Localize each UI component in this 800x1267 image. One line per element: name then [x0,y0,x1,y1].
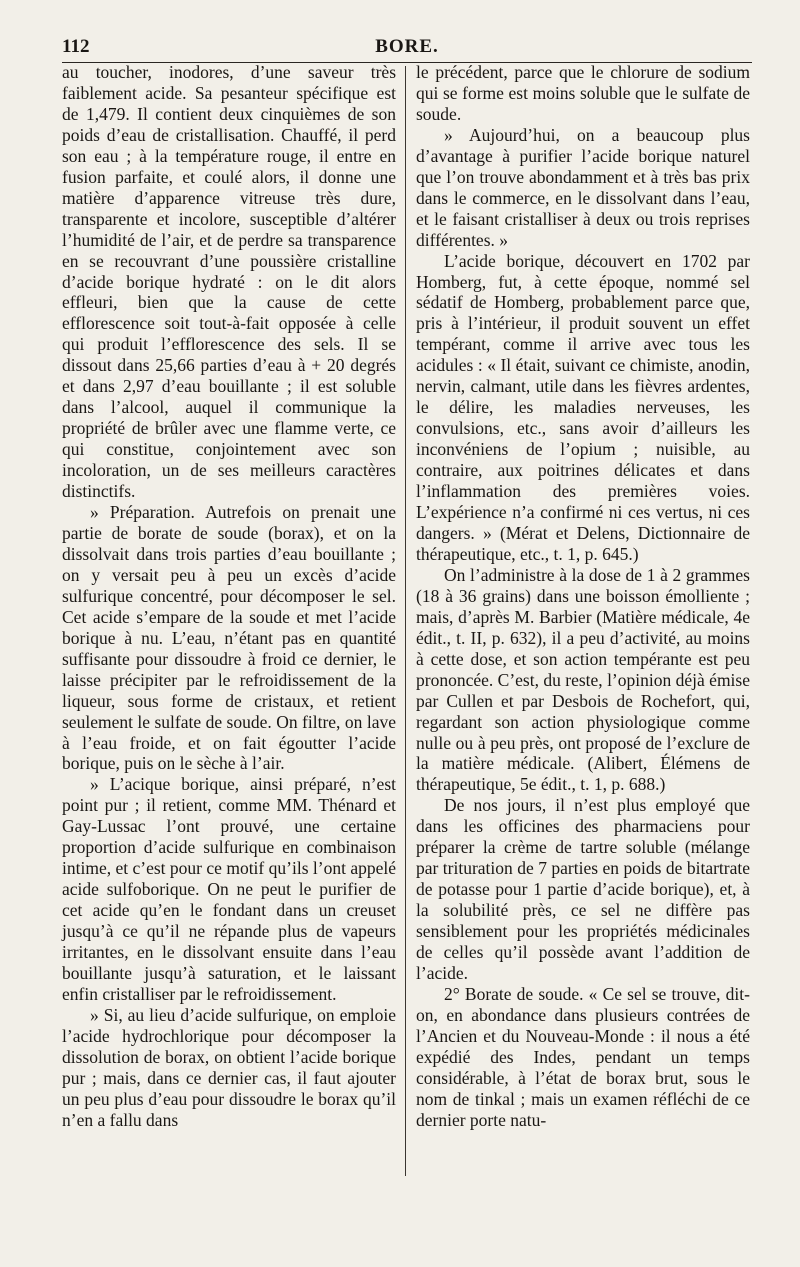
paragraph: De nos jours, il n’est plus employé que dans les officines des pharmaciens pour préparer la crème de tartre soluble (mélange par trituration de 7 parties en poids de bitartrate de potasse pour 1 partie d’acide borique), et, à la solubilité près, ce sel ne diffère pas sensiblement pour les propriétés médicinales de celles qu’il possède avant l’addition de l’acide. [416,795,750,983]
right-column [416,62,750,1131]
paragraph: » L’acique borique, ainsi préparé, n’est point pur ; il retient, comme MM. Thénard et Gay-Lussac l’ont prouvé, une certaine proportion d’acide sulfurique en combinaison intime, et c’est pour ce motif qu’ils l’ont appelé acide sulfoborique. On ne peut le purifier de cet acide qu’en le fondant dans un creuset jusqu’à ce qu’il ne répande plus de vapeurs irritantes, en le dissolvant ensuite dans l’eau bouillante jusqu’à saturation, et le laissant enfin cristalliser par le refroidissement. [62,774,396,1004]
paragraph: » Préparation. Autrefois on prenait une partie de borate de soude (borax), et on la dissolvait dans trois parties d’eau bouillante ; on y versait peu à peu un excès d’acide sulfurique concentré, pour décomposer le sel. Cet acide s’empare de la soude et met l’acide borique à nu. L’eau, n’étant pas en quantité suffisante pour dissoudre à froid ce dernier, le laisse précipiter par le refroidissement de la liqueur, sous forme de cristaux, et retient seulement le sulfate de soude. On filtre, on lave à l’eau froide, et on fait égoutter l’acide borique, puis on le sèche à l’air. [62,502,396,774]
paragraph: On l’administre à la dose de 1 à 2 grammes (18 à 36 grains) dans une boisson émolliente ; mais, d’après M. Barbier (Matière médicale, 4e édit., t. II, p. 632), il a peu d’activité, au moins à cette dose, et son action tempérante est peu prononcée. C’est, du reste, l’opinion déjà émise par Cullen et par Desbois de Rochefort, qui, regardant son action physiologique comme nulle ou à peu près, ont proposé de l’exclure de la matière médicale. (Alibert, Élémens de thérapeutique, 5e édit., t. 1, p. 688.) [416,564,750,795]
paragraph: au toucher, inodores, d’une saveur très faiblement acide. Sa pesanteur spécifique est de 1,479. Il contient deux cinquièmes de son poids d’eau de cristallisation. Chauffé, il perd son eau ; à la température rouge, il entre en fusion parfaite, et coulé alors, il donne une matière d’apparence vitreuse très dure, transparente et incolore, susceptible d’altérer l’humidité de l’air, et de perdre sa transparence en se recouvrant d’une poussière cristalline d’acide borique hydraté : on le dit alors effleuri, bien que la cause de cette efflorescence soit tout-à-fait opposée à celle qui produit l’efflorescence des sels. Il se dissout dans 25,66 parties d’eau à + 20 degrés et dans 2,97 d’eau bouillante ; il est soluble dans l’alcool, auquel il communique la propriété de brûler avec une flamme verte, ce qui constitue, conjointement avec son incoloration, un de ses meilleurs caractères distinctifs. [62,62,396,502]
paragraph: » Aujourd’hui, on a beaucoup plus d’avantage à purifier l’acide borique naturel que l’on trouve abondamment et à très bas prix dans le commerce, en le dissolvant dans l’eau, et le faisant cristalliser à deux ou trois reprises différentes. » [416,124,750,250]
paragraph: 2° Borate de soude. « Ce sel se trouve, dit-on, en abondance dans plusieurs contrées de l’Ancien et du Nouveau-Monde : il nous a été expédié des Indes, pendant un temps considérable, à l’état de borax brut, sous le nom de tinkal ; mais un examen réfléchi de ce dernier porte natu- [416,983,750,1130]
page-header [62,34,752,63]
left-column [62,62,396,1131]
running-title: BORE. [375,36,439,57]
page-number: 112 [62,36,90,57]
paragraph: le précédent, parce que le chlorure de sodium qui se forme est moins soluble que le sulfate de soude. [416,62,750,124]
paragraph: » Si, au lieu d’acide sulfurique, on emploie l’acide hydrochlorique pour décomposer la dissolution de borax, on obtient l’acide borique pur ; mais, dans ce dernier cas, il faut ajouter un peu plus d’eau pour dissoudre le borax qu’il n’en a fallu dans [62,1004,396,1130]
paragraph: L’acide borique, découvert en 1702 par Homberg, fut, à cette époque, nommé sel sédatif de Homberg, probablement parce que, pris à l’intérieur, il produit souvent un effet tempérant, comme il arrive avec tous les acidules : « Il était, suivant ce chimiste, anodin, nervin, calmant, utile dans les fièvres ardentes, le délire, les maladies nerveuses, les convulsions, etc., sans avoir d’ailleurs les inconvéniens de l’opium ; nuisible, au contraire, aux poitrines délicates et dans l’inflammation des premières voies. L’expérience n’a confirmé ni ces vertus, ni ces dangers. » (Mérat et Delens, Dictionnaire de thérapeutique, etc., t. 1, p. 645.) [416,250,750,564]
column-divider [405,66,406,1176]
